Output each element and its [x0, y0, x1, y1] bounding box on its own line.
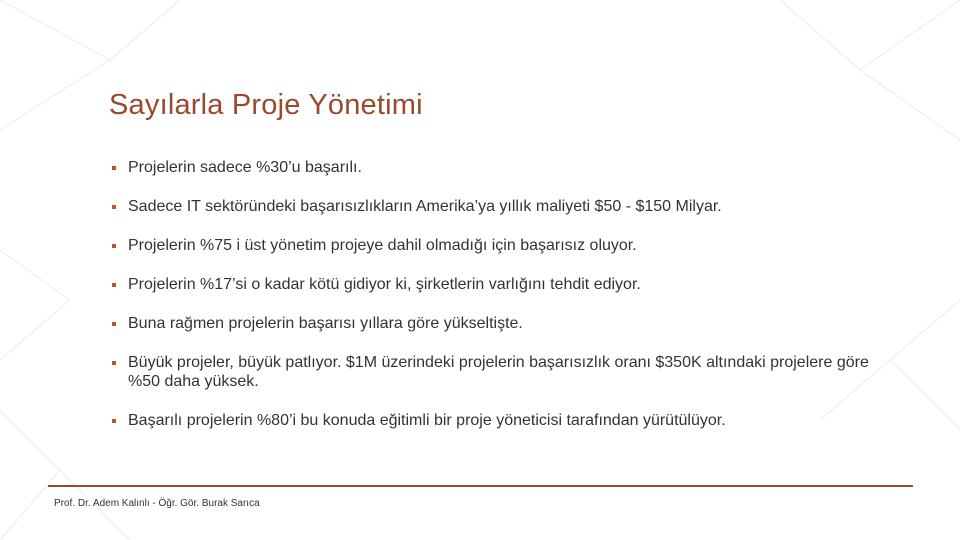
footer-divider — [48, 485, 913, 487]
bullet-text: Büyük projeler, büyük patlıyor. $1M üzerindeki projelerin başarısızlık oranı $350K altındaki projelere göre %50 daha yüksek. — [128, 354, 869, 390]
list-item — [112, 197, 872, 216]
footer-authors: Prof. Dr. Adem Kalınlı - Öğr. Gör. Burak Sarıca — [54, 498, 260, 509]
bullet-square-icon — [112, 322, 116, 326]
list-item — [112, 158, 872, 177]
bullet-text: Sadece IT sektöründeki başarısızlıkların Amerika’ya yıllık maliyeti $50 - $150 Milyar. — [128, 198, 722, 215]
bullet-text: Projelerin %17’si o kadar kötü gidiyor ki, şirketlerin varlığını tehdit ediyor. — [128, 276, 641, 293]
bullet-text: Projelerin sadece %30’u başarılı. — [128, 159, 362, 176]
bullet-square-icon — [112, 166, 116, 170]
bullet-square-icon — [112, 205, 116, 209]
list-item — [112, 353, 872, 391]
list-item — [112, 275, 872, 294]
list-item — [112, 411, 872, 430]
list-item — [112, 314, 872, 333]
bullet-square-icon — [112, 283, 116, 287]
bullet-text: Buna rağmen projelerin başarısı yıllara göre yükseltişte. — [128, 315, 523, 332]
slide-title: Sayılarla Proje Yönetimi — [109, 89, 423, 121]
list-item — [112, 236, 872, 255]
bullet-square-icon — [112, 244, 116, 248]
bullet-square-icon — [112, 419, 116, 423]
bullet-text: Projelerin %75 i üst yönetim projeye dahil olmadığı için başarısız oluyor. — [128, 237, 637, 254]
bullet-list — [112, 158, 872, 450]
bullet-text: Başarılı projelerin %80’i bu konuda eğitimli bir proje yöneticisi tarafından yürütülüyor. — [128, 412, 726, 429]
bullet-square-icon — [112, 361, 116, 365]
